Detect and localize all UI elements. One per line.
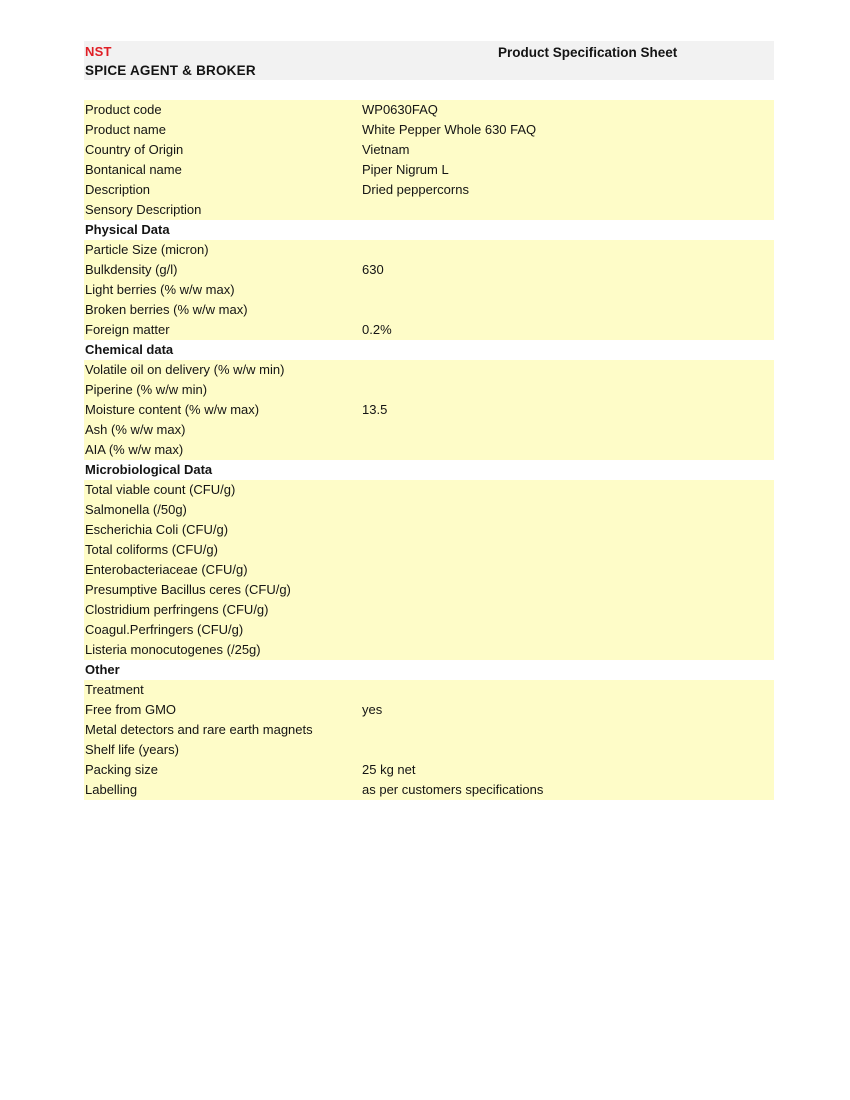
brand-tagline: SPICE AGENT & BROKER bbox=[85, 63, 256, 78]
row-label: Broken berries (% w/w max) bbox=[85, 302, 248, 317]
table-row bbox=[84, 480, 774, 500]
table-row bbox=[84, 640, 774, 660]
row-label: Foreign matter bbox=[85, 322, 170, 337]
row-label: Sensory Description bbox=[85, 202, 202, 217]
section-rows bbox=[84, 100, 774, 220]
row-label: Product code bbox=[85, 102, 162, 117]
table-row bbox=[84, 140, 774, 160]
row-value: 25 kg net bbox=[362, 762, 416, 777]
table-row bbox=[84, 180, 774, 200]
table-row bbox=[84, 740, 774, 760]
header-bar bbox=[84, 41, 774, 80]
row-label: Product name bbox=[85, 122, 166, 137]
table-row bbox=[84, 300, 774, 320]
row-label: Ash (% w/w max) bbox=[85, 422, 186, 437]
row-label: Shelf life (years) bbox=[85, 742, 179, 757]
section-rows bbox=[84, 680, 774, 800]
table-row bbox=[84, 280, 774, 300]
row-label: Metal detectors and rare earth magnets bbox=[85, 722, 313, 737]
table-row bbox=[84, 420, 774, 440]
row-value: 630 bbox=[362, 262, 384, 277]
table-row bbox=[84, 760, 774, 780]
row-label: Country of Origin bbox=[85, 142, 184, 157]
row-label: Treatment bbox=[85, 682, 144, 697]
section-header-microbiological-data: Microbiological Data bbox=[84, 460, 774, 480]
section-rows bbox=[84, 360, 774, 460]
row-value: 0.2% bbox=[362, 322, 392, 337]
table-row bbox=[84, 100, 774, 120]
table-row bbox=[84, 620, 774, 640]
row-value: as per customers specifications bbox=[362, 782, 544, 797]
table-row bbox=[84, 600, 774, 620]
table-row bbox=[84, 580, 774, 600]
row-label: Light berries (% w/w max) bbox=[85, 282, 235, 297]
row-value: White Pepper Whole 630 FAQ bbox=[362, 122, 537, 137]
section-header-physical-data: Physical Data bbox=[84, 220, 774, 240]
spec-table bbox=[84, 100, 774, 800]
table-row bbox=[84, 380, 774, 400]
row-label: Escherichia Coli (CFU/g) bbox=[85, 522, 229, 537]
row-label: Moisture content (% w/w max) bbox=[85, 402, 260, 417]
table-row bbox=[84, 200, 774, 220]
page-title: Product Specification Sheet bbox=[498, 45, 678, 60]
row-label: Coagul.Perfringers (CFU/g) bbox=[85, 622, 244, 637]
row-label: Salmonella (/50g) bbox=[85, 502, 187, 517]
row-label: Packing size bbox=[85, 762, 158, 777]
row-label: Particle Size (micron) bbox=[85, 242, 209, 257]
section-rows bbox=[84, 240, 774, 340]
table-row bbox=[84, 700, 774, 720]
row-label: AIA (% w/w max) bbox=[85, 442, 184, 457]
row-label: Presumptive Bacillus ceres (CFU/g) bbox=[85, 582, 291, 597]
row-value: WP0630FAQ bbox=[362, 102, 438, 117]
table-row bbox=[84, 240, 774, 260]
table-row bbox=[84, 560, 774, 580]
row-label: Piperine (% w/w min) bbox=[85, 382, 208, 397]
row-value: Piper Nigrum L bbox=[362, 162, 449, 177]
row-label: Volatile oil on delivery (% w/w min) bbox=[85, 362, 285, 377]
table-row bbox=[84, 500, 774, 520]
brand-name: NST bbox=[85, 44, 112, 59]
table-row bbox=[84, 260, 774, 280]
row-value: yes bbox=[362, 702, 383, 717]
row-value: Vietnam bbox=[362, 142, 410, 157]
section-header-other: Other bbox=[84, 660, 774, 680]
table-row bbox=[84, 400, 774, 420]
table-row bbox=[84, 120, 774, 140]
table-row bbox=[84, 320, 774, 340]
table-row bbox=[84, 160, 774, 180]
row-value: 13.5 bbox=[362, 402, 388, 417]
row-label: Total coliforms (CFU/g) bbox=[85, 542, 218, 557]
section-header-chemical-data: Chemical data bbox=[84, 340, 774, 360]
table-row bbox=[84, 720, 774, 740]
section-rows bbox=[84, 480, 774, 660]
table-row bbox=[84, 780, 774, 800]
table-row bbox=[84, 680, 774, 700]
row-label: Listeria monocutogenes (/25g) bbox=[85, 642, 261, 657]
table-row bbox=[84, 360, 774, 380]
row-label: Free from GMO bbox=[85, 702, 177, 717]
table-row bbox=[84, 540, 774, 560]
table-row bbox=[84, 520, 774, 540]
row-label: Description bbox=[85, 182, 151, 197]
row-label: Enterobacteriaceae (CFU/g) bbox=[85, 562, 248, 577]
table-row bbox=[84, 440, 774, 460]
row-label: Total viable count (CFU/g) bbox=[85, 482, 236, 497]
row-label: Bulkdensity (g/l) bbox=[85, 262, 178, 277]
row-label: Clostridium perfringens (CFU/g) bbox=[85, 602, 269, 617]
row-label: Bontanical name bbox=[85, 162, 182, 177]
row-value: Dried peppercorns bbox=[362, 182, 469, 197]
row-label: Labelling bbox=[85, 782, 138, 797]
